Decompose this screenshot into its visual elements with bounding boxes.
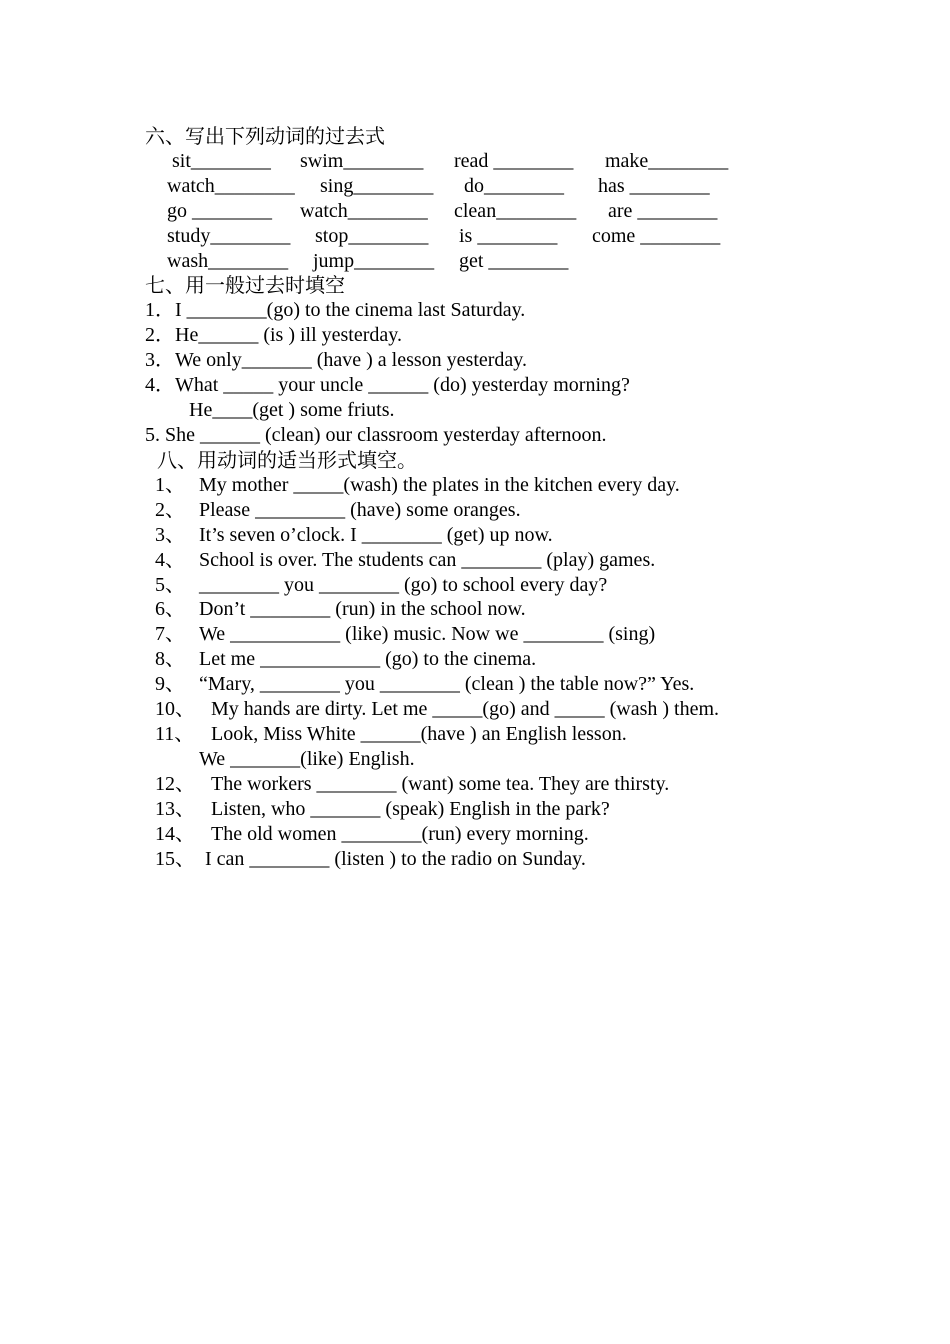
verb-blank: go ________ <box>167 200 272 222</box>
exercise-item: We ___________ (like) music. Now we ________ (sing) <box>199 623 656 645</box>
verb-blank: read ________ <box>454 150 574 172</box>
item-number: 8、 <box>155 648 185 670</box>
verb-blank: sing________ <box>320 175 434 197</box>
verb-blank: make________ <box>605 150 729 172</box>
verb-blank: come ________ <box>592 225 721 247</box>
section8-heading: 八、用动词的适当形式填空。 <box>157 448 417 472</box>
exercise-item: 2．He______ (is ) ill yesterday. <box>145 324 402 346</box>
item-number: 7、 <box>155 623 185 645</box>
exercise-item: Look, Miss White ______(have ) an English lesson. <box>211 723 627 745</box>
exercise-item: My hands are dirty. Let me _____(go) and _____ (wash ) them. <box>211 698 720 720</box>
verb-blank: watch________ <box>300 200 428 222</box>
exercise-item: It’s seven o’clock. I ________ (get) up now. <box>199 524 553 546</box>
exercise-item: 1．I ________(go) to the cinema last Saturday. <box>145 299 526 321</box>
item-number: 5、 <box>155 574 185 596</box>
item-number: 3、 <box>155 524 185 546</box>
exercise-item: Don’t ________ (run) in the school now. <box>199 598 526 620</box>
verb-blank: study________ <box>167 225 291 247</box>
verb-blank: has ________ <box>598 175 710 197</box>
exercise-item: 4．What _____ your uncle ______ (do) yesterday morning? <box>145 374 630 396</box>
exercise-item: My mother _____(wash) the plates in the kitchen every day. <box>199 474 680 496</box>
verb-blank: stop________ <box>315 225 429 247</box>
item-number: 12、 <box>155 773 195 795</box>
exercise-item: 3．We only_______ (have ) a lesson yesterday. <box>145 349 527 371</box>
exercise-item: 5. She ______ (clean) our classroom yesterday afternoon. <box>145 424 607 446</box>
exercise-item: Please _________ (have) some oranges. <box>199 499 521 521</box>
verb-blank: is ________ <box>459 225 558 247</box>
section6-heading: 六、写出下列动词的过去式 <box>145 124 385 148</box>
exercise-item: The workers ________ (want) some tea. They are thirsty. <box>211 773 670 795</box>
item-number: 14、 <box>155 823 195 845</box>
verb-blank: wash________ <box>167 250 289 272</box>
exercise-item: ________ you ________ (go) to school every day? <box>199 574 608 596</box>
verb-blank: get ________ <box>459 250 569 272</box>
item-number: 2、 <box>155 499 185 521</box>
exercise-item: Let me ____________ (go) to the cinema. <box>199 648 537 670</box>
exercise-item: I can ________ (listen ) to the radio on Sunday. <box>205 848 586 870</box>
item-number: 1、 <box>155 474 185 496</box>
verb-blank: sit________ <box>172 150 271 172</box>
section7-heading: 七、用一般过去时填空 <box>145 273 345 297</box>
verb-blank: are ________ <box>608 200 718 222</box>
item-number: 9、 <box>155 673 185 695</box>
verb-blank: swim________ <box>300 150 424 172</box>
item-number: 10、 <box>155 698 195 720</box>
exercise-item: “Mary, ________ you ________ (clean ) the table now?” Yes. <box>199 673 695 695</box>
exercise-item: School is over. The students can ________ (play) games. <box>199 549 656 571</box>
verb-blank: clean________ <box>454 200 577 222</box>
item-number: 4、 <box>155 549 185 571</box>
item-number: 15、 <box>155 848 195 870</box>
verb-blank: jump________ <box>313 250 435 272</box>
item-number: 11、 <box>155 723 195 745</box>
item-number: 13、 <box>155 798 195 820</box>
verb-blank: watch________ <box>167 175 295 197</box>
exercise-item-continuation: He____(get ) some friuts. <box>189 399 395 421</box>
exercise-item-continuation: We _______(like) English. <box>199 748 415 770</box>
exercise-item: Listen, who _______ (speak) English in the park? <box>211 798 610 820</box>
verb-blank: do________ <box>464 175 564 197</box>
exercise-item: The old women ________(run) every morning. <box>211 823 589 845</box>
item-number: 6、 <box>155 598 185 620</box>
